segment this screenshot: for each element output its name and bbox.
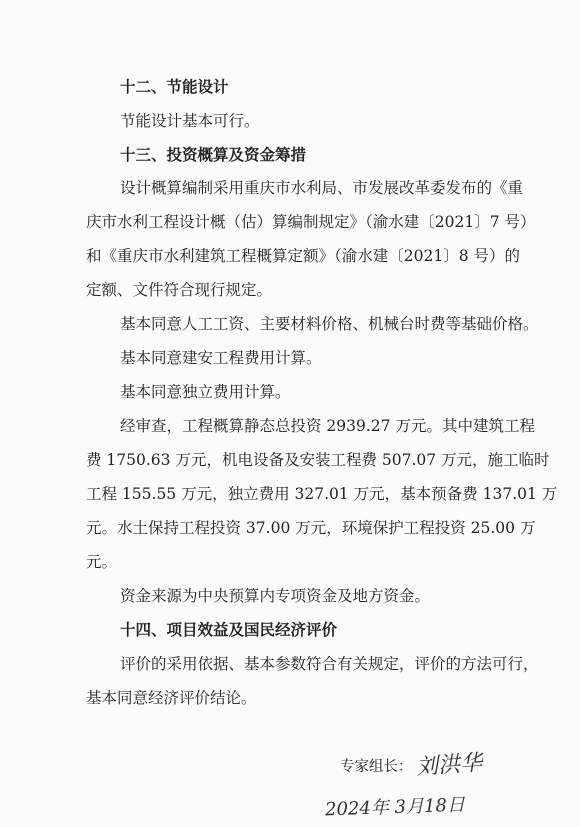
paragraph-line: 定额、文件符合现行规定。: [86, 281, 273, 299]
paragraph-line: 基本同意经济评价结论。: [86, 689, 257, 707]
paragraph-line: 元。: [86, 553, 118, 571]
handwritten-signature: 刘洪华: [415, 750, 483, 781]
paragraph-line: 基本同意独立费用计算。: [120, 383, 291, 401]
paragraph-line: 资金来源为中央预算内专项资金及地方资金。: [120, 587, 431, 605]
section-12-heading: 十二、节能设计: [120, 77, 229, 96]
paragraph-line: 评价的采用依据、基本参数符合有关规定，评价的方法可行，: [120, 655, 539, 673]
paragraph-line: 工程 155.55 万元，独立费用 327.01 万元，基本预备费 137.01 万: [86, 485, 558, 503]
paragraph-line: 基本同意建安工程费用计算。: [120, 349, 322, 367]
paragraph-line: 经审查，工程概算静态总投资 2939.27 万元。其中建筑工程: [120, 417, 535, 435]
paragraph-line: 费 1750.63 万元，机电设备及安装工程费 507.07 万元，施工临时: [86, 451, 550, 469]
paragraph-line: 设计概算编制采用重庆市水利局、市发展改革委发布的《重: [120, 179, 524, 197]
section-13-heading: 十三、投资概算及资金筹措: [120, 145, 307, 164]
signature-label: 专家组长：: [340, 759, 413, 775]
paragraph-line: 元。水土保持工程投资 37.00 万元，环境保护工程投资 25.00 万: [86, 519, 536, 537]
handwritten-date: 2024年 3月18日: [324, 794, 466, 821]
section-12-paragraph-line: 节能设计基本可行。: [120, 112, 260, 130]
paragraph-line: 基本同意人工工资、主要材料价格、机械台时费等基础价格。: [120, 315, 539, 333]
section-14-heading: 十四、项目效益及国民经济评价: [120, 620, 338, 639]
paragraph-line: 和《重庆市水利建筑工程概算定额》（渝水建〔2021〕8 号）的: [86, 247, 520, 265]
paragraph-line: 庆市水利工程设计概（估）算编制规定》（渝水建〔2021〕7 号）: [86, 213, 536, 231]
